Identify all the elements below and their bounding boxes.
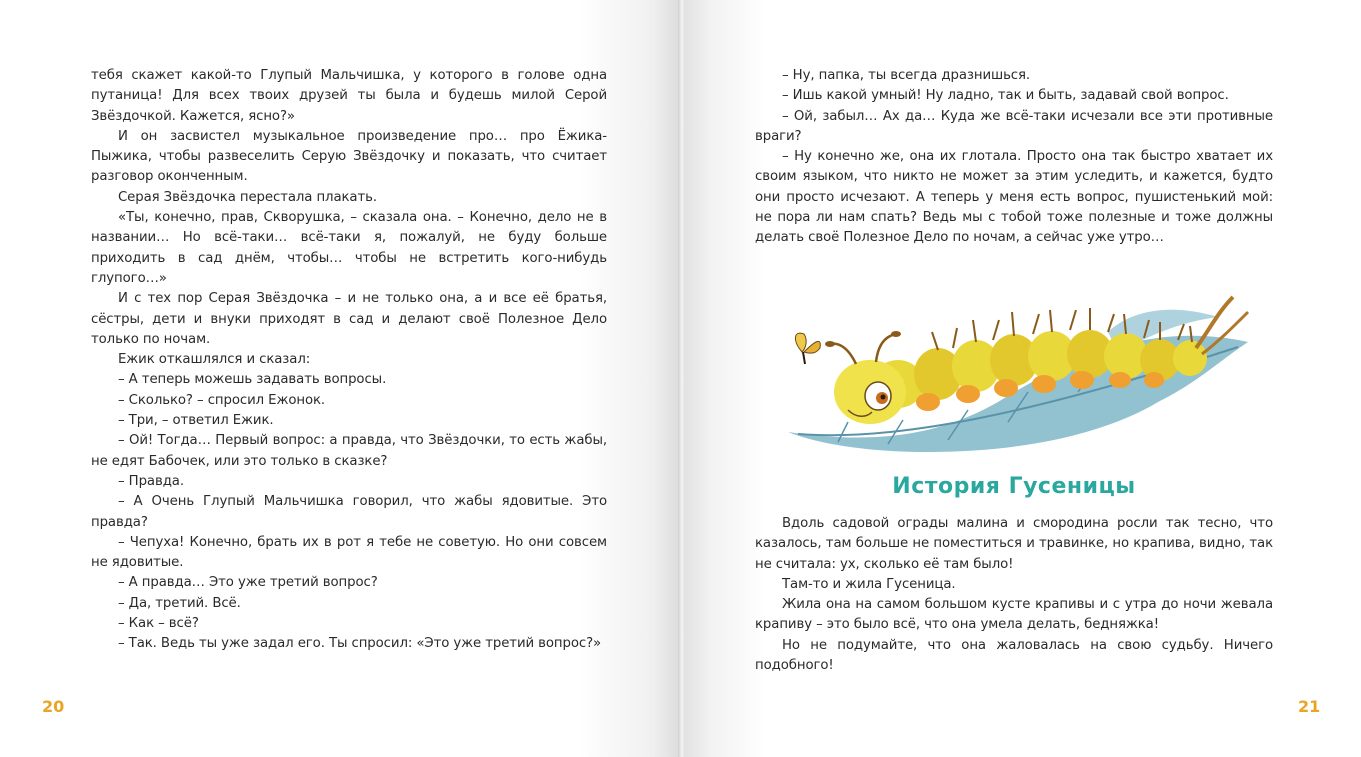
paragraph: Серая Звёздочка перестала плакать. (118, 189, 377, 205)
butterfly (795, 333, 820, 364)
paragraph: – Ну конечно же, она их глотала. Просто она так быстро хватает их своим языком, что никто не может за этим уследить, и кажется, будто они просто исчезают. А теперь у меня есть вопрос, пушистенький мой: не пора ли нам спать? Ведь мы с тобой тоже полезные и тоже должны делать своё Полезное Дело по ночам, а сейчас уже утро… (755, 149, 1273, 246)
paragraph: – А Очень Глупый Мальчишка говорил, что жабы ядовитые. Это правда? (91, 494, 607, 530)
paragraph: – Три, – ответил Ежик. (118, 413, 274, 429)
paragraph: – Ой, забыл… Ах да… Куда же всё-таки исчезали все эти противные враги? (755, 108, 1273, 144)
chapter-title: История Гусеницы (892, 474, 1136, 499)
paragraph: – Ну, папка, ты всегда дразнишься. (782, 68, 1031, 83)
right-page-text-bottom (755, 514, 1273, 676)
caterpillar-head (825, 331, 906, 424)
caterpillar-illustration (778, 292, 1263, 462)
page-number-left: 20 (42, 697, 65, 716)
paragraph: – Как – всё? (118, 616, 199, 632)
paragraph: «Ты, конечно, прав, Скворушка, – сказала она. – Конечно, дело не в названии… Но всё-таки… всё-таки я, пожалуй, не буду больше приходить в сад днём, чтобы… чтобы не встретить кого-нибудь глупого…» (91, 210, 607, 286)
paragraph: – Правда. (118, 473, 184, 489)
right-page-text-top (755, 66, 1273, 249)
paragraph: – Ой! Тогда… Первый вопрос: а правда, что Звёздочки, то есть жабы, не едят Бабочек, или это только в сказке? (91, 433, 607, 469)
paragraph: – Так. Ведь ты уже задал его. Ты спросил: «Это уже третий вопрос?» (118, 636, 602, 652)
right-page (684, 0, 1361, 757)
paragraph: – Чепуха! Конечно, брать их в рот я тебе не советую. Но они совсем не ядовитые. (91, 534, 607, 571)
paragraph: – Ишь какой умный! Ну ладно, так и быть, задавай свой вопрос. (782, 88, 1229, 104)
paragraph: – А правда… Это уже третий вопрос? (118, 575, 378, 591)
paragraph: Там-то и жила Гусеница. (782, 576, 956, 592)
paragraph: Вдоль садовой ограды малина и смородина росли так тесно, что казалось, там больше не поместиться и травинке, но крапива, видно, так не считала: ух, сколько её там было! (755, 516, 1273, 572)
left-page-text (91, 66, 607, 655)
paragraph: – Да, третий. Всё. (118, 595, 241, 611)
paragraph: И с тех пор Серая Звёздочка – и не только она, а и все её братья, сёстры, дети и внуки приходят в сад и делают своё Полезное Дело только по ночам. (91, 291, 607, 347)
paragraph: Ежик откашлялся и сказал: (118, 352, 311, 368)
paragraph: И он засвистел музыкальное произведение про… про Ёжика-Пыжика, чтобы развеселить Серую Звёздочку и показать, что считает разговор оконченным. (91, 128, 607, 185)
left-page (0, 0, 680, 757)
paragraph: – Сколько? – спросил Ежонок. (118, 392, 326, 408)
paragraph: тебя скажет какой-то Глупый Мальчишка, у которого в голове одна путаница! Для всех твоих друзей ты была и будешь милой Серой Звёздочкой. Кажется, ясно?» (91, 68, 607, 124)
page-number-right: 21 (1298, 697, 1321, 716)
paragraph: Жила она на самом большом кусте крапивы и с утра до ночи жевала крапиву – это было всё, что она умела делать, бедняжка! (755, 597, 1273, 633)
paragraph: Но не подумайте, что она жаловалась на свою судьбу. Ничего подобного! (755, 637, 1273, 674)
paragraph: – А теперь можешь задавать вопросы. (118, 372, 387, 388)
